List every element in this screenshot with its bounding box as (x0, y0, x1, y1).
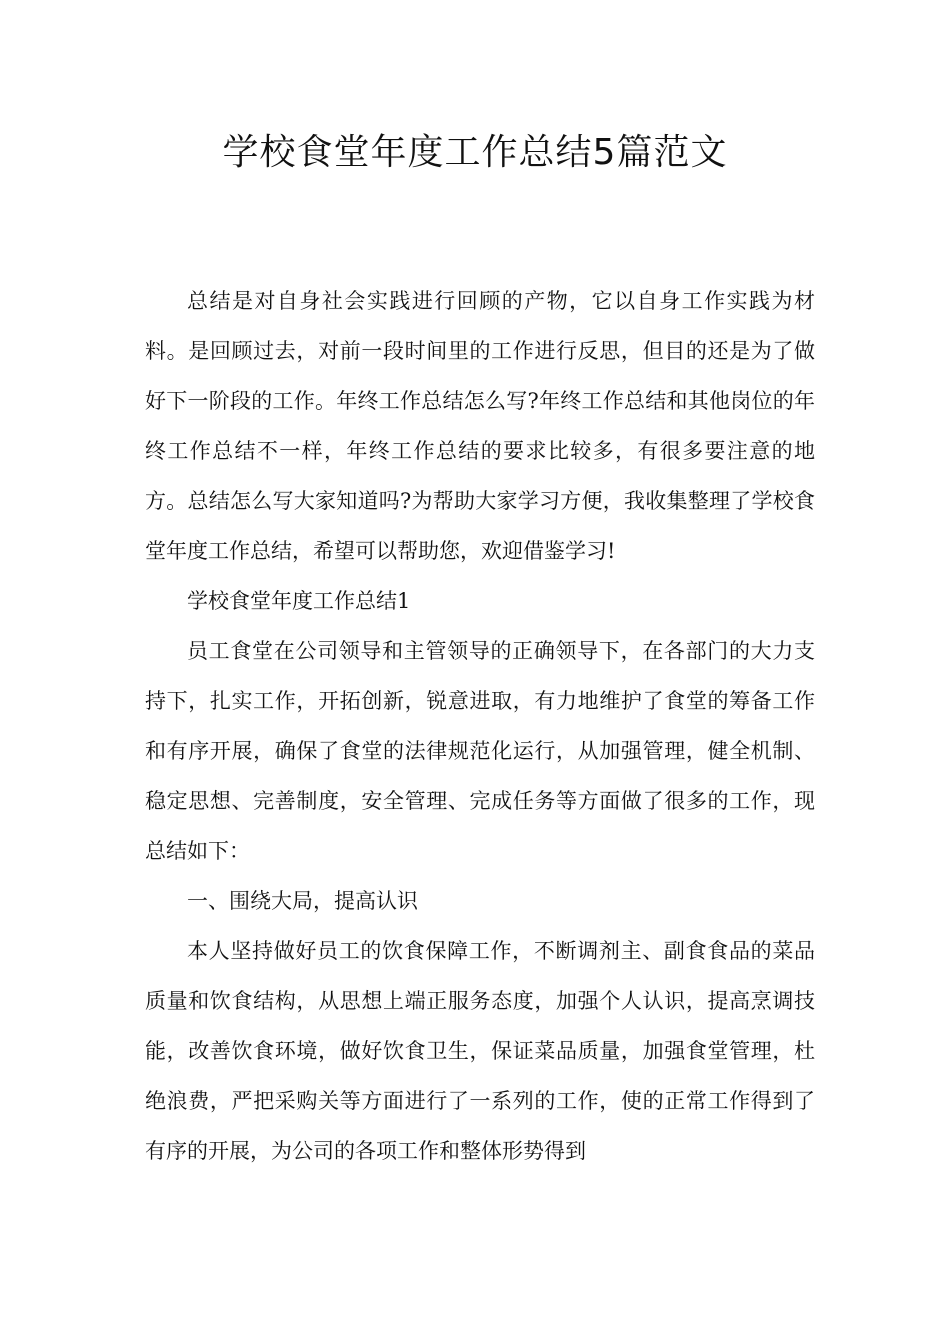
document-title: 学校食堂年度工作总结5篇范文 (222, 132, 728, 173)
document-body (145, 276, 815, 1176)
section-heading-1: 学校食堂年度工作总结1 (187, 589, 411, 613)
body-paragraph-1: 员工食堂在公司领导和主管领导的正确领导下，在各部门的大力支持下，扎实工作，开拓创新，锐意进取，有力地维护了食堂的筹备工作和有序开展，确保了食堂的法律规范化运行，从加强管理，健全机制、稳定思想、完善制度，安全管理、完成任务等方面做了很多的工作，现总结如下： (145, 639, 815, 863)
subsection-heading-1: 一、围绕大局，提高认识 (187, 889, 418, 913)
intro-paragraph: 总结是对自身社会实践进行回顾的产物，它以自身工作实践为材料。是回顾过去，对前一段时间里的工作进行反思，但目的还是为了做好下一阶段的工作。年终工作总结怎么写?年终工作总结和其他岗位的年终工作总结不一样，年终工作总结的要求比较多，有很多要注意的地方。总结怎么写大家知道吗?为帮助大家学习方便，我收集整理了学校食堂年度工作总结，希望可以帮助您，欢迎借鉴学习! (145, 289, 815, 563)
body-paragraph-2: 本人坚持做好员工的饮食保障工作，不断调剂主、副食食品的菜品质量和饮食结构，从思想上端正服务态度，加强个人认识，提高烹调技能，改善饮食环境，做好饮食卫生，保证菜品质量，加强食堂管理，杜绝浪费，严把采购关等方面进行了一系列的工作，使的正常工作得到了有序的开展，为公司的各项工作和整体形势得到 (145, 939, 815, 1163)
